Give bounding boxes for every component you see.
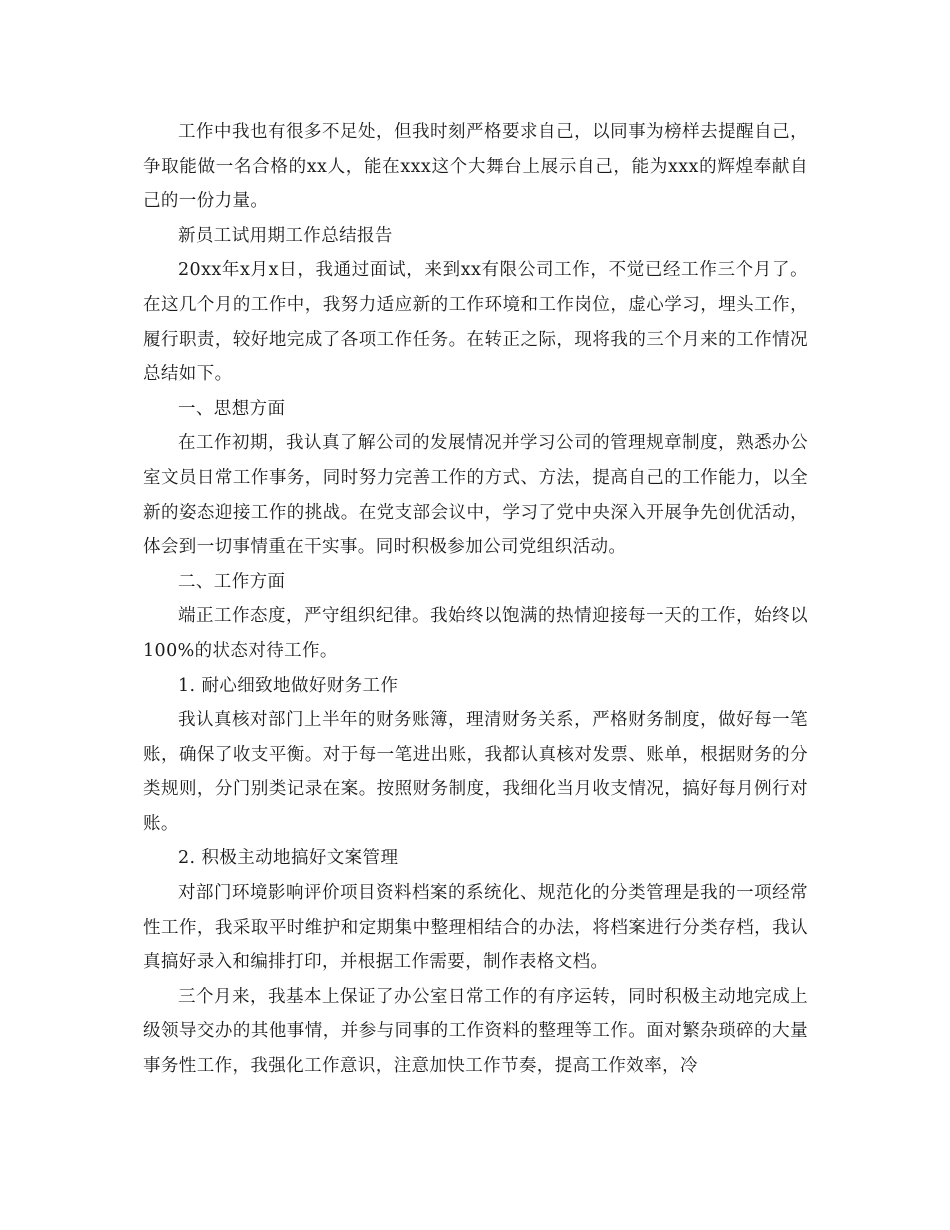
document-body	[143, 115, 808, 1084]
paragraph-thought: 在工作初期，我认真了解公司的发展情况并学习公司的管理规章制度，熟悉办公室文员日常工作事务，同时努力完善工作的方式、方法，提高自己的工作能力，以全新的姿态迎接工作的挑战。在党支部会议中，学习了党中央深入开展争先创优活动，体会到一切事情重在干实事。同时积极参加公司党组织活动。	[143, 433, 808, 558]
subheading-finance: 1. 耐心细致地做好财务工作	[178, 675, 399, 696]
report-title: 新员工试用期工作总结报告	[178, 225, 393, 246]
paragraph-finance: 我认真核对部门上半年的财务账簿，理清财务关系，严格财务制度，做好每一笔账，确保了收支平衡。对于每一笔进出账，我都认真核对发票、账单，根据财务的分类规则，分门别类记录在案。按照财务制度，我细化当月收支情况，搞好每月例行对账。	[143, 710, 808, 834]
paragraph-documents: 对部门环境影响评价项目资料档案的系统化、规范化的分类管理是我的一项经常性工作，我采取平时维护和定期集中整理相结合的办法，将档案进行分类存档，我认真搞好录入和编排打印，并根据工作需要，制作表格文档。	[143, 883, 808, 973]
paragraph-summary: 三个月来，我基本上保证了办公室日常工作的有序运转，同时积极主动地完成上级领导交办的其他事情，并参与同事的工作资料的整理等工作。面对繁杂琐碎的大量事务性工作，我强化工作意识，注意加快工作节奏，提高工作效率，冷	[143, 986, 808, 1077]
subheading-documents: 2. 积极主动地搞好文案管理	[178, 848, 399, 869]
paragraph-work-attitude: 端正工作态度，严守组织纪律。我始终以饱满的热情迎接每一天的工作，始终以100%的状态对待工作。	[143, 606, 808, 661]
section-heading-work: 二、工作方面	[178, 571, 286, 592]
paragraph-closing-reflection: 工作中我也有很多不足处，但我时刻严格要求自己，以同事为榜样去提醒自己，争取能做一名合格的xx人，能在xxx这个大舞台上展示自己，能为xxx的辉煌奉献自己的一份力量。	[143, 122, 808, 212]
section-heading-thought: 一、思想方面	[178, 398, 286, 419]
paragraph-introduction: 20xx年x月x日，我通过面试，来到xx有限公司工作，不觉已经工作三个月了。在这几个月的工作中，我努力适应新的工作环境和工作岗位，虚心学习，埋头工作，履行职责，较好地完成了各项工作任务。在转正之际，现将我的三个月来的工作情况总结如下。	[143, 260, 808, 385]
